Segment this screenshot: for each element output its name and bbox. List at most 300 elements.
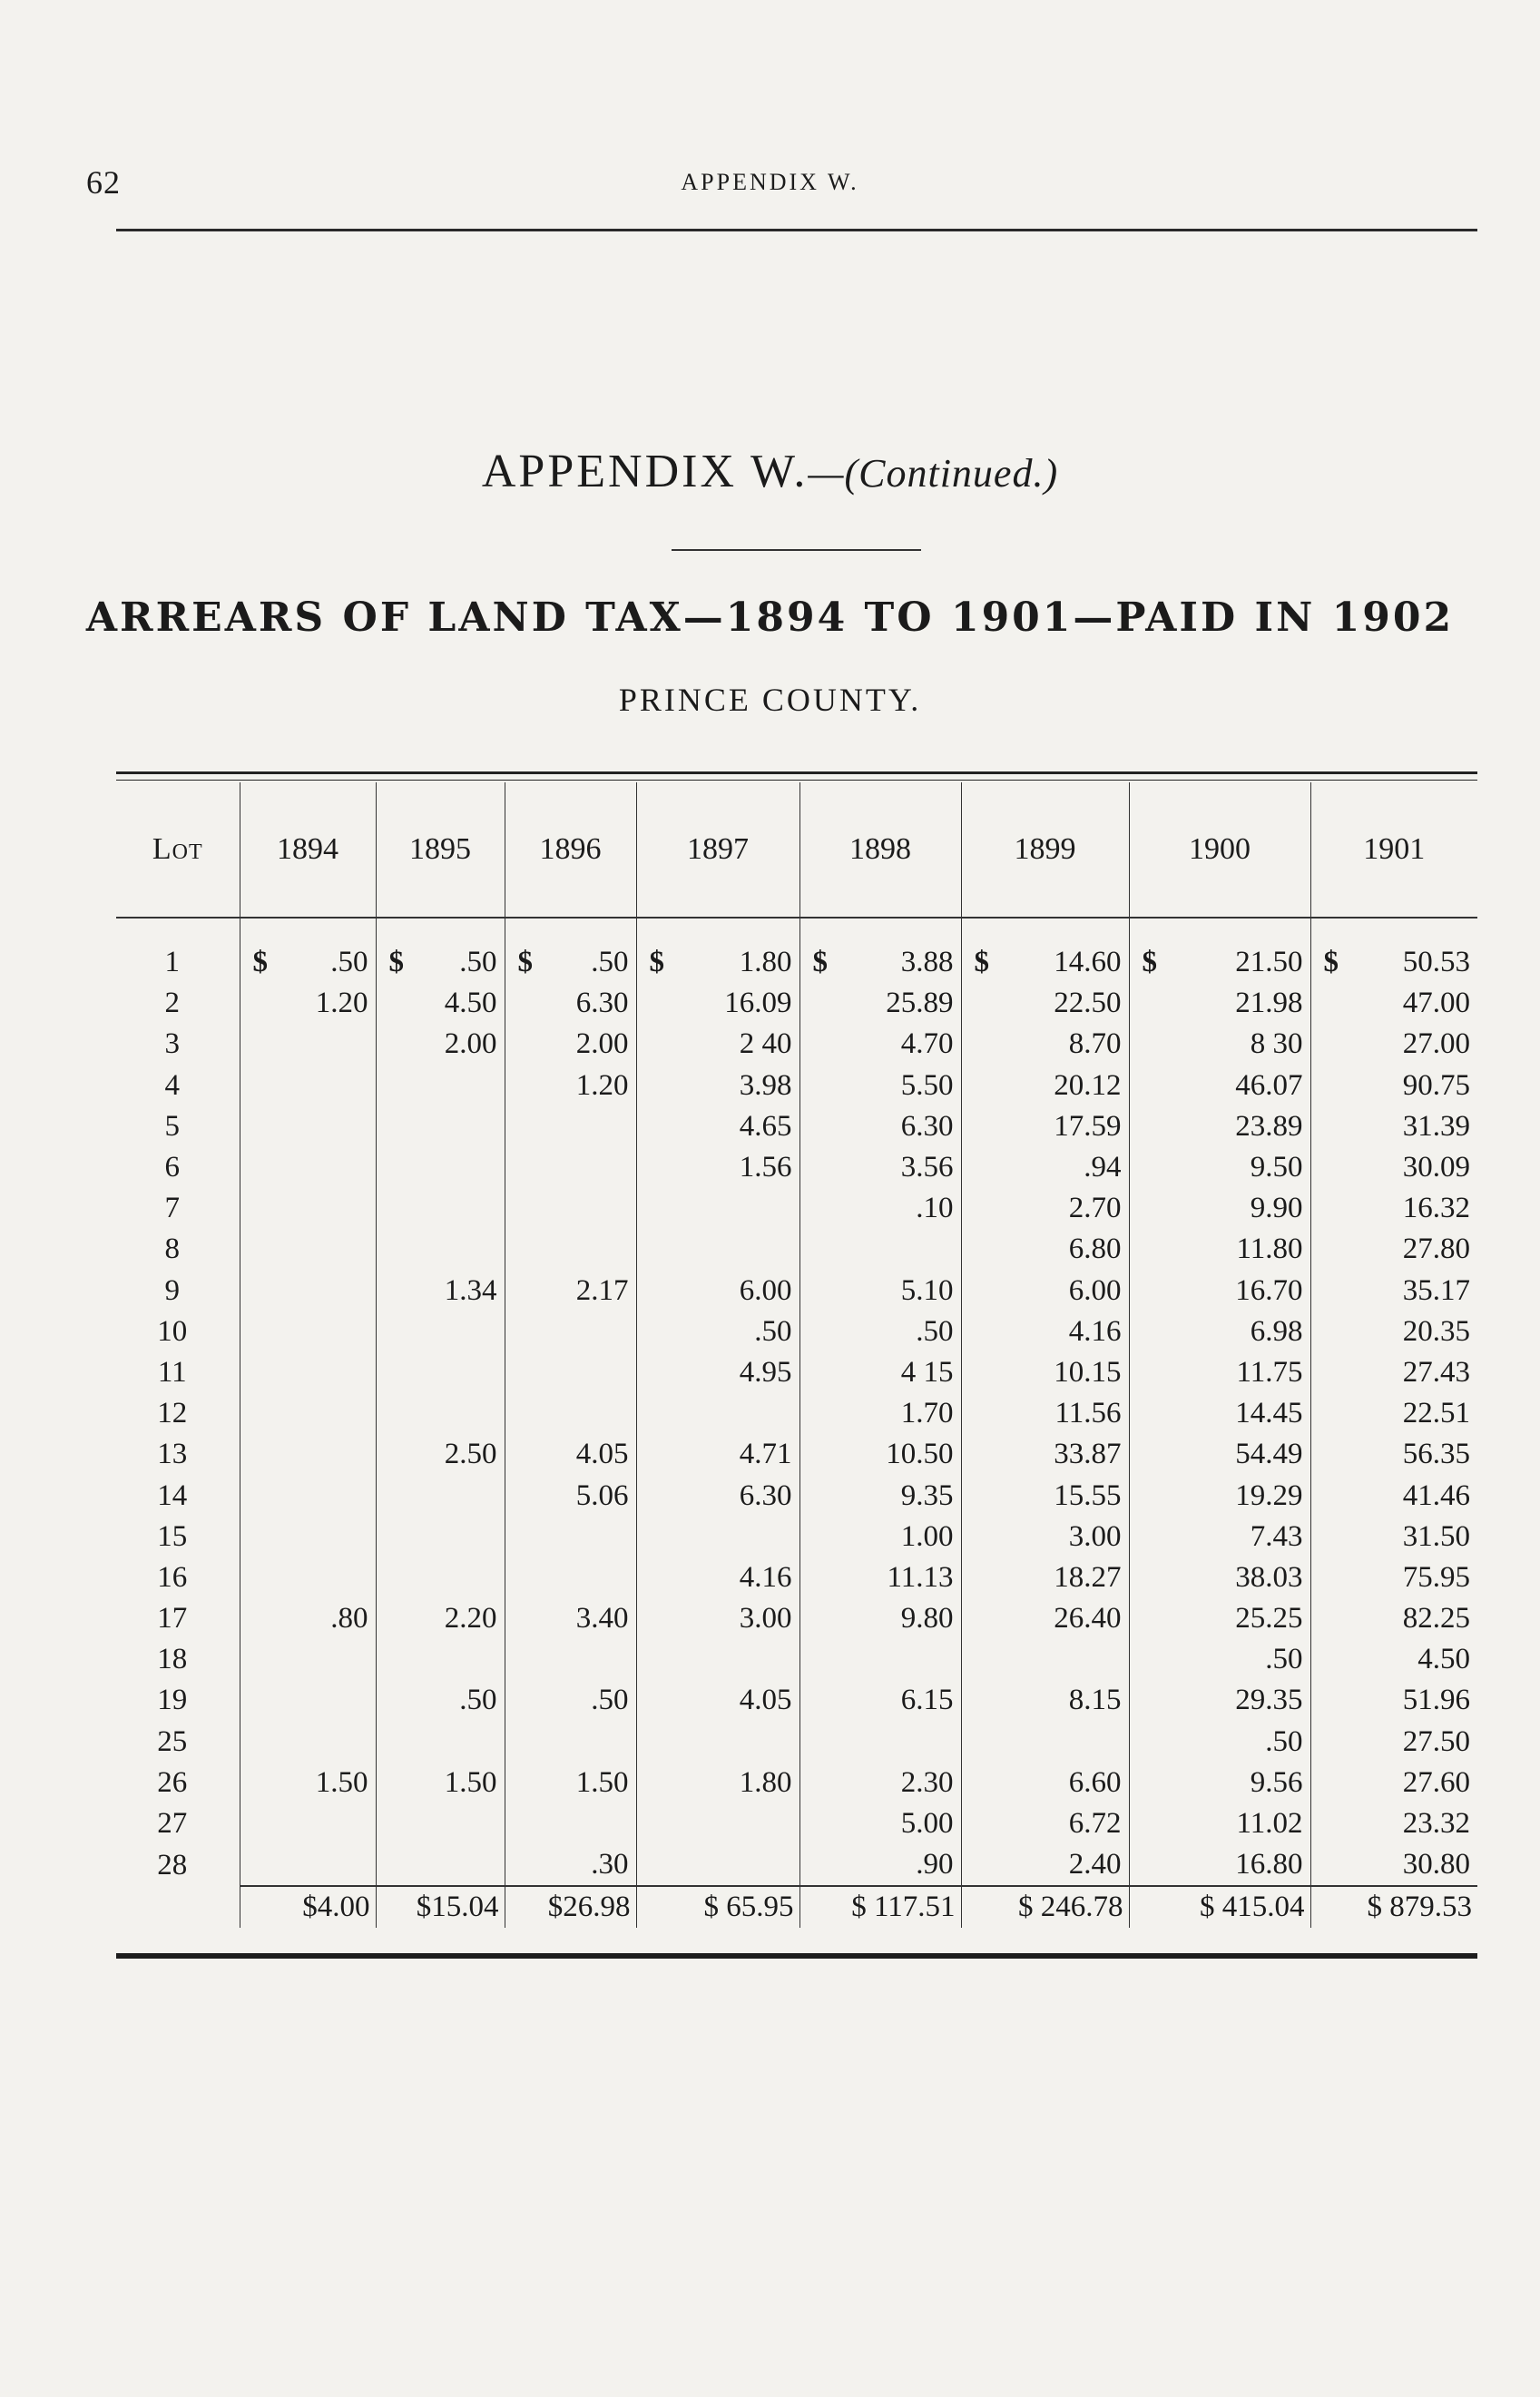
- amount-value: 6.30: [575, 987, 629, 1020]
- amount-cell-1899: [961, 1311, 1129, 1352]
- amount-cell-1897: [636, 1311, 799, 1352]
- amount-value: .50: [591, 946, 629, 979]
- amount-cell-1897: [636, 1517, 799, 1557]
- amount-value: 23.89: [1235, 1109, 1303, 1143]
- amount-cell-1901: [1310, 1557, 1477, 1598]
- amount-value: 30.09: [1402, 1151, 1470, 1184]
- table-row: [116, 1557, 1477, 1598]
- lot-number: 14: [157, 1478, 188, 1512]
- amount-cell-1900: [1129, 1475, 1310, 1516]
- amount-cell-1900: [1129, 1803, 1310, 1844]
- amount-cell-1900: [1129, 1311, 1310, 1352]
- amount-value: 38.03: [1235, 1560, 1303, 1594]
- amount-cell-1896: [505, 1680, 636, 1721]
- amount-cell-1895: [376, 1147, 505, 1188]
- amount-value: 46.07: [1235, 1068, 1303, 1102]
- amount-cell-1898: [799, 1311, 961, 1352]
- amount-cell-1900: [1129, 1106, 1310, 1147]
- table-row: [116, 1188, 1477, 1229]
- amount-cell-1900: [1129, 1188, 1310, 1229]
- amount-cell-1900: [1129, 1024, 1310, 1065]
- page-number: 62: [86, 164, 121, 201]
- amount-value: 4.65: [739, 1109, 792, 1143]
- amount-cell-1897: [636, 942, 799, 983]
- amount-cell-1896: [505, 1517, 636, 1557]
- amount-value: 11.80: [1236, 1233, 1303, 1266]
- lot-number-cell: [116, 1066, 240, 1106]
- amount-cell-1897: [636, 1557, 799, 1598]
- amount-cell-1897: [636, 1434, 799, 1475]
- amount-cell-1899: [961, 1271, 1129, 1311]
- amount-value: 2.30: [900, 1765, 954, 1799]
- amount-cell-1897: [636, 1106, 799, 1147]
- amount-cell-1895: [376, 1271, 505, 1311]
- amount-value: 2.00: [444, 1027, 497, 1061]
- amount-cell-1898: [799, 1434, 961, 1475]
- amount-value: 11.56: [1054, 1397, 1122, 1430]
- total-cell-1900: $ 415.04: [1129, 1886, 1310, 1928]
- dollar-sign: $: [1142, 946, 1157, 979]
- amount-value: 16.09: [724, 987, 792, 1020]
- amount-cell-1898: [799, 1722, 961, 1763]
- amount-value: 1.80: [739, 946, 792, 979]
- amount-cell-1894: [240, 1024, 376, 1065]
- amount-cell-1897: [636, 1639, 799, 1680]
- amount-value: 6.30: [900, 1109, 954, 1143]
- amount-cell-1899: [961, 942, 1129, 983]
- amount-cell-1900: [1129, 1229, 1310, 1270]
- lot-number: 27: [157, 1807, 188, 1841]
- lot-number-cell: [116, 1844, 240, 1886]
- amount-value: 27.43: [1402, 1355, 1470, 1389]
- lot-number-cell: [116, 1188, 240, 1229]
- amount-value: 8.15: [1068, 1684, 1122, 1717]
- amount-value: 1.50: [315, 1765, 368, 1799]
- amount-value: 22.50: [1054, 987, 1122, 1020]
- amount-cell-1895: [376, 1844, 505, 1886]
- amount-cell-1894: [240, 1147, 376, 1188]
- dollar-sign: $: [1323, 946, 1339, 979]
- lot-number-cell: [116, 1024, 240, 1065]
- amount-cell-1896: [505, 1434, 636, 1475]
- total-cell-1894: $4.00: [240, 1886, 376, 1928]
- amount-cell-1901: [1310, 1598, 1477, 1639]
- amount-cell-1899: [961, 1188, 1129, 1229]
- lot-number: 26: [157, 1765, 188, 1799]
- lot-number: 19: [157, 1684, 188, 1717]
- table-row: [116, 1311, 1477, 1352]
- amount-cell-1898: [799, 1229, 961, 1270]
- amount-cell-1899: [961, 1024, 1129, 1065]
- amount-value: 50.53: [1402, 946, 1470, 979]
- amount-value: 6.00: [1068, 1273, 1122, 1307]
- amount-cell-1897: [636, 1229, 799, 1270]
- amount-value: .50: [330, 946, 368, 979]
- amount-cell-1896: [505, 1598, 636, 1639]
- amount-value: 9.90: [1250, 1192, 1303, 1225]
- amount-cell-1897: [636, 983, 799, 1024]
- amount-value: 75.95: [1402, 1560, 1470, 1594]
- title-rule: [672, 549, 921, 551]
- amount-cell-1900: [1129, 1763, 1310, 1803]
- total-cell-1898: $ 117.51: [799, 1886, 961, 1928]
- lot-number-cell: [116, 1639, 240, 1680]
- appendix-title: [0, 445, 1540, 498]
- lot-number-cell: [116, 1147, 240, 1188]
- amount-cell-1899: [961, 1434, 1129, 1475]
- amount-value: 2.40: [1068, 1848, 1122, 1881]
- amount-value: 82.25: [1402, 1602, 1470, 1636]
- amount-value: 8 30: [1250, 1027, 1303, 1061]
- lot-number: 15: [157, 1519, 188, 1553]
- amount-value: 54.49: [1235, 1438, 1303, 1471]
- county-subheading: PRINCE COUNTY.: [618, 682, 922, 718]
- amount-cell-1895: [376, 1188, 505, 1229]
- dollar-sign: $: [649, 946, 664, 979]
- table-row: [116, 942, 1477, 983]
- amount-cell-1898: [799, 1188, 961, 1229]
- lot-number: 25: [157, 1724, 188, 1758]
- amount-cell-1894: [240, 1803, 376, 1844]
- amount-cell-1900: [1129, 1680, 1310, 1721]
- lot-number-cell: [116, 1680, 240, 1721]
- amount-value: 27.00: [1402, 1027, 1470, 1061]
- amount-cell-1898: [799, 1639, 961, 1680]
- amount-cell-1897: [636, 1147, 799, 1188]
- amount-value: 26.40: [1054, 1602, 1122, 1636]
- amount-value: .50: [459, 1684, 497, 1717]
- amount-cell-1897: [636, 1475, 799, 1516]
- appendix-title-main: APPENDIX W.: [481, 446, 809, 497]
- column-header-1894: 1894: [240, 782, 376, 918]
- amount-cell-1901: [1310, 1434, 1477, 1475]
- lot-number: 28: [157, 1848, 188, 1881]
- amount-cell-1901: [1310, 1229, 1477, 1270]
- amount-cell-1900: [1129, 983, 1310, 1024]
- amount-value: 15.55: [1054, 1478, 1122, 1512]
- amount-value: 9.80: [900, 1602, 954, 1636]
- amount-cell-1900: [1129, 1066, 1310, 1106]
- amount-cell-1901: [1310, 1475, 1477, 1516]
- amount-value: 11.75: [1236, 1355, 1303, 1389]
- amount-value: .50: [754, 1314, 792, 1348]
- amount-cell-1898: [799, 1557, 961, 1598]
- dollar-sign: $: [252, 946, 268, 979]
- amount-cell-1896: [505, 1311, 636, 1352]
- lot-number: 16: [157, 1560, 188, 1594]
- amount-value: 41.46: [1402, 1478, 1470, 1512]
- table-body: [116, 918, 1477, 1928]
- amount-cell-1901: [1310, 1639, 1477, 1680]
- amount-cell-1898: [799, 1598, 961, 1639]
- amount-value: 22.51: [1402, 1397, 1470, 1430]
- column-header-1896: 1896: [505, 782, 636, 918]
- lot-number: 13: [157, 1438, 188, 1471]
- amount-value: 3.56: [900, 1151, 954, 1184]
- table-row: [116, 1680, 1477, 1721]
- amount-cell-1896: [505, 1229, 636, 1270]
- amount-cell-1898: [799, 1352, 961, 1393]
- amount-cell-1894: [240, 1434, 376, 1475]
- table-row: [116, 1271, 1477, 1311]
- amount-cell-1894: [240, 1680, 376, 1721]
- lot-number-cell: [116, 1229, 240, 1270]
- table-bottom-rule: [116, 1953, 1477, 1959]
- amount-cell-1900: [1129, 1271, 1310, 1311]
- total-cell-1899: $ 246.78: [961, 1886, 1129, 1928]
- column-header-1901: 1901: [1310, 782, 1477, 918]
- amount-value: 6.72: [1068, 1807, 1122, 1841]
- amount-cell-1897: [636, 1024, 799, 1065]
- amount-value: .50: [1265, 1643, 1303, 1676]
- amount-cell-1898: [799, 942, 961, 983]
- amount-value: 25.89: [886, 987, 954, 1020]
- amount-value: 4.50: [1417, 1643, 1470, 1676]
- amount-cell-1897: [636, 1352, 799, 1393]
- amount-cell-1899: [961, 1763, 1129, 1803]
- amount-value: 16.80: [1235, 1848, 1303, 1881]
- dollar-sign: $: [517, 946, 533, 979]
- amount-cell-1897: [636, 1844, 799, 1886]
- amount-cell-1895: [376, 1311, 505, 1352]
- amount-value: 2.00: [575, 1027, 629, 1061]
- amount-value: 3.00: [1068, 1519, 1122, 1553]
- amount-cell-1900: [1129, 1598, 1310, 1639]
- amount-cell-1894: [240, 1311, 376, 1352]
- amount-cell-1895: [376, 1024, 505, 1065]
- amount-value: .90: [916, 1848, 954, 1881]
- amount-cell-1899: [961, 1066, 1129, 1106]
- amount-value: 6.30: [739, 1478, 792, 1512]
- amount-value: 16.70: [1235, 1273, 1303, 1307]
- column-header-1900: 1900: [1129, 782, 1310, 918]
- amount-cell-1895: [376, 1352, 505, 1393]
- lot-number: 12: [157, 1397, 188, 1430]
- amount-cell-1901: [1310, 1147, 1477, 1188]
- amount-cell-1900: [1129, 1352, 1310, 1393]
- lot-number-cell: [116, 1722, 240, 1763]
- amount-cell-1897: [636, 1722, 799, 1763]
- amount-cell-1901: [1310, 1188, 1477, 1229]
- lot-number: 10: [157, 1314, 188, 1348]
- lot-number: 8: [164, 1233, 180, 1266]
- amount-value: 5.50: [900, 1068, 954, 1102]
- table-row: [116, 1803, 1477, 1844]
- amount-value: .30: [591, 1848, 629, 1881]
- amount-value: .80: [330, 1602, 368, 1636]
- amount-value: 4.16: [739, 1560, 792, 1594]
- amount-cell-1901: [1310, 1024, 1477, 1065]
- lot-number-cell: [116, 1763, 240, 1803]
- table-row: [116, 1517, 1477, 1557]
- amount-value: 21.50: [1235, 946, 1303, 979]
- amount-cell-1895: [376, 1722, 505, 1763]
- amount-cell-1898: [799, 1066, 961, 1106]
- arrears-table: [116, 782, 1477, 1928]
- amount-cell-1899: [961, 1598, 1129, 1639]
- amount-value: 6.80: [1068, 1233, 1122, 1266]
- amount-cell-1898: [799, 983, 961, 1024]
- amount-value: 27.60: [1402, 1765, 1470, 1799]
- amount-cell-1901: [1310, 1763, 1477, 1803]
- amount-cell-1900: [1129, 1844, 1310, 1886]
- amount-cell-1897: [636, 1680, 799, 1721]
- amount-value: 9.35: [900, 1478, 954, 1512]
- lot-number-cell: [116, 1475, 240, 1516]
- amount-value: 17.59: [1054, 1109, 1122, 1143]
- amount-cell-1899: [961, 983, 1129, 1024]
- table-row: [116, 1229, 1477, 1270]
- lot-number: 1: [164, 946, 180, 979]
- amount-cell-1896: [505, 1763, 636, 1803]
- amount-cell-1900: [1129, 1557, 1310, 1598]
- amount-value: 23.32: [1402, 1807, 1470, 1841]
- amount-value: 47.00: [1402, 987, 1470, 1020]
- lot-number: 7: [164, 1192, 180, 1225]
- lot-number-cell: [116, 1311, 240, 1352]
- amount-value: 3.00: [739, 1602, 792, 1636]
- amount-cell-1894: [240, 1639, 376, 1680]
- lot-number-cell: [116, 1557, 240, 1598]
- amount-cell-1894: [240, 1722, 376, 1763]
- amount-value: 5.06: [575, 1478, 629, 1512]
- amount-value: 3.98: [739, 1068, 792, 1102]
- amount-cell-1897: [636, 1763, 799, 1803]
- lot-number-cell: [116, 942, 240, 983]
- amount-cell-1896: [505, 1188, 636, 1229]
- amount-value: 5.10: [900, 1273, 954, 1307]
- amount-value: .50: [916, 1314, 954, 1348]
- amount-value: 1.34: [444, 1273, 497, 1307]
- amount-cell-1895: [376, 1680, 505, 1721]
- running-title: APPENDIX W.: [681, 169, 859, 195]
- amount-cell-1901: [1310, 1066, 1477, 1106]
- lot-number-cell: [116, 1803, 240, 1844]
- amount-cell-1901: [1310, 1311, 1477, 1352]
- table-row: [116, 1393, 1477, 1434]
- amount-cell-1896: [505, 1844, 636, 1886]
- amount-value: 27.50: [1402, 1724, 1470, 1758]
- table-row: [116, 1639, 1477, 1680]
- lot-number-cell: [116, 1393, 240, 1434]
- amount-cell-1896: [505, 942, 636, 983]
- amount-cell-1899: [961, 1229, 1129, 1270]
- totals-row: [116, 1886, 1477, 1928]
- amount-value: 4.95: [739, 1355, 792, 1389]
- amount-value: 8.70: [1068, 1027, 1122, 1061]
- dollar-sign: $: [388, 946, 404, 979]
- amount-cell-1898: [799, 1106, 961, 1147]
- amount-cell-1894: [240, 1598, 376, 1639]
- amount-cell-1894: [240, 942, 376, 983]
- amount-cell-1899: [961, 1722, 1129, 1763]
- table-row: [116, 1434, 1477, 1475]
- amount-cell-1898: [799, 1844, 961, 1886]
- amount-cell-1901: [1310, 1271, 1477, 1311]
- amount-value: 9.56: [1250, 1765, 1303, 1799]
- amount-value: 16.32: [1402, 1192, 1470, 1225]
- amount-cell-1894: [240, 1352, 376, 1393]
- amount-cell-1896: [505, 1475, 636, 1516]
- amount-cell-1895: [376, 983, 505, 1024]
- running-head: [0, 163, 1540, 209]
- amount-value: 20.12: [1054, 1068, 1122, 1102]
- total-cell-1896: $26.98: [505, 1886, 636, 1928]
- amount-cell-1901: [1310, 1803, 1477, 1844]
- lot-number-cell: [116, 1352, 240, 1393]
- amount-cell-1897: [636, 1188, 799, 1229]
- amount-cell-1901: [1310, 1393, 1477, 1434]
- lot-number-cell: [116, 1271, 240, 1311]
- amount-cell-1899: [961, 1844, 1129, 1886]
- amount-cell-1901: [1310, 983, 1477, 1024]
- header-rule: [116, 229, 1477, 231]
- amount-value: 1.70: [900, 1397, 954, 1430]
- amount-cell-1896: [505, 1066, 636, 1106]
- amount-value: 1.20: [575, 1068, 629, 1102]
- amount-cell-1894: [240, 1271, 376, 1311]
- amount-value: 31.50: [1402, 1519, 1470, 1553]
- amount-value: 4.50: [444, 987, 497, 1020]
- lot-number: 11: [157, 1355, 187, 1389]
- amount-cell-1898: [799, 1147, 961, 1188]
- amount-cell-1900: [1129, 1639, 1310, 1680]
- amount-cell-1896: [505, 1352, 636, 1393]
- lot-number: 5: [164, 1109, 180, 1143]
- amount-value: 3.88: [900, 946, 954, 979]
- column-header-1898: 1898: [799, 782, 961, 918]
- amount-value: 5.00: [900, 1807, 954, 1841]
- lot-number: 6: [164, 1151, 180, 1184]
- lot-number: 18: [157, 1643, 188, 1676]
- table-row: [116, 1147, 1477, 1188]
- amount-cell-1895: [376, 942, 505, 983]
- lot-number: 2: [164, 987, 180, 1020]
- amount-cell-1896: [505, 1803, 636, 1844]
- amount-cell-1895: [376, 1475, 505, 1516]
- amount-value: 9.50: [1250, 1151, 1303, 1184]
- amount-value: 21.98: [1235, 987, 1303, 1020]
- table-row: [116, 1844, 1477, 1886]
- amount-cell-1899: [961, 1106, 1129, 1147]
- amount-cell-1899: [961, 1393, 1129, 1434]
- lot-number-cell: [116, 1517, 240, 1557]
- table-heading: ARREARS OF LAND TAX—1894 TO 1901—PAID IN 1902: [85, 594, 1455, 641]
- amount-value: 31.39: [1402, 1109, 1470, 1143]
- amount-value: 14.60: [1054, 946, 1122, 979]
- table-top-rule: [116, 771, 1477, 781]
- amount-value: 4.70: [900, 1027, 954, 1061]
- amount-value: 11.13: [887, 1560, 954, 1594]
- amount-value: 2.50: [444, 1438, 497, 1471]
- table-header-row: [116, 782, 1477, 918]
- table-row: [116, 1598, 1477, 1639]
- lot-number: 4: [164, 1068, 180, 1102]
- table-row: [116, 1106, 1477, 1147]
- amount-value: 33.87: [1054, 1438, 1122, 1471]
- amount-cell-1895: [376, 1763, 505, 1803]
- amount-value: .50: [1265, 1724, 1303, 1758]
- amount-cell-1894: [240, 1066, 376, 1106]
- amount-value: 1.00: [900, 1519, 954, 1553]
- amount-cell-1894: [240, 1763, 376, 1803]
- table-row: [116, 1024, 1477, 1065]
- table-row: [116, 983, 1477, 1024]
- amount-cell-1898: [799, 1271, 961, 1311]
- amount-value: 4.71: [739, 1438, 792, 1471]
- amount-value: 2.20: [444, 1602, 497, 1636]
- lot-number: 17: [157, 1602, 188, 1636]
